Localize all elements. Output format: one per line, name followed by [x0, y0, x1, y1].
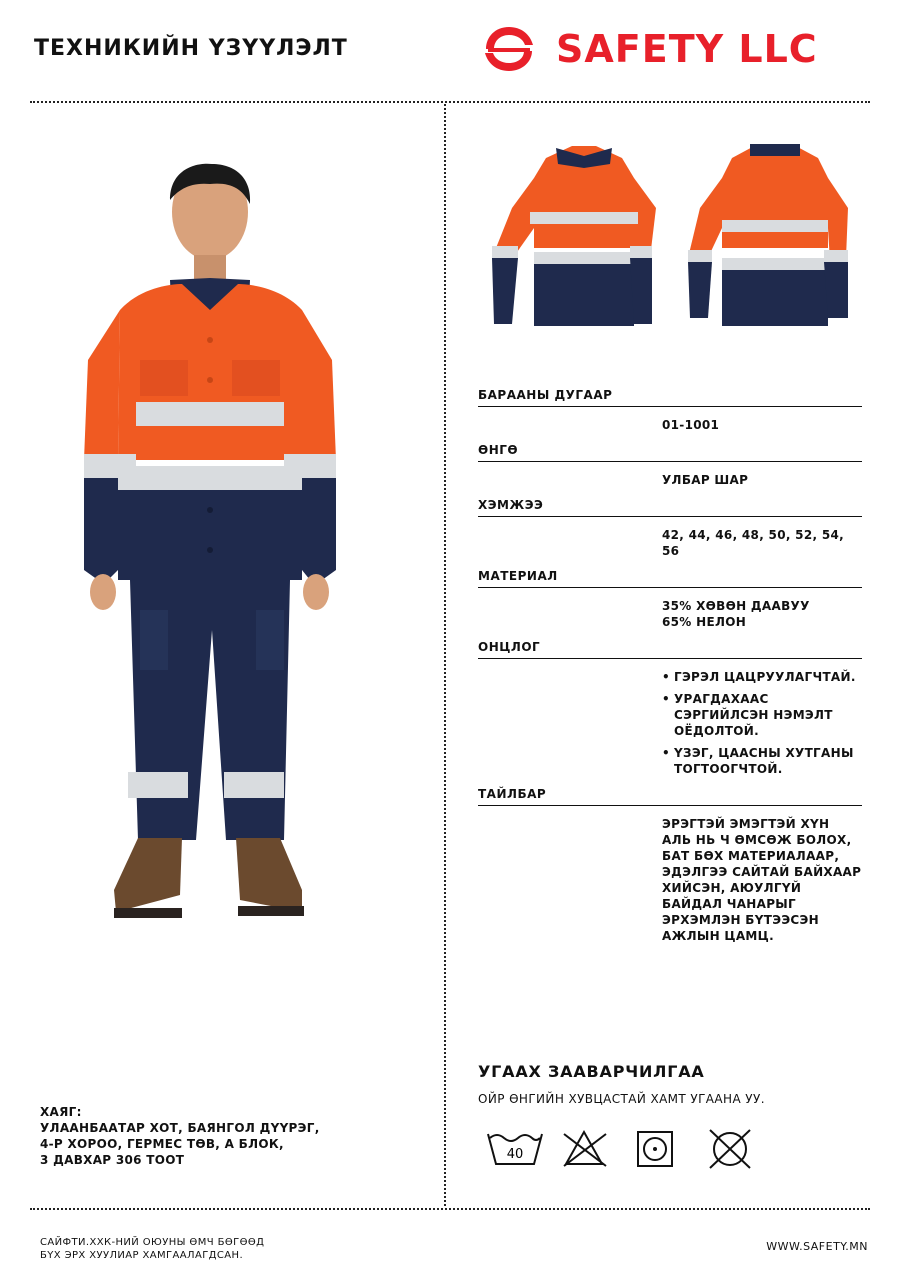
- top-divider: [30, 101, 870, 103]
- spec-value-material: [478, 588, 862, 630]
- material-line-2: 65% НЕЛОН: [662, 615, 747, 629]
- page-title: ТЕХНИКИЙН ҮЗҮҮЛЭЛТ: [34, 36, 348, 61]
- center-divider: [444, 104, 446, 1206]
- worker-model-photo: [70, 160, 350, 930]
- material-line-1: 35% ХӨВӨН ДААВУУ: [662, 599, 810, 613]
- wash-title: УГААХ ЗААВАРЧИЛГАА: [478, 1062, 705, 1081]
- spec-code: [478, 388, 862, 433]
- wash-temp: 40: [506, 1147, 524, 1162]
- copyright-line: САЙФТИ.ХХК-НИЙ ОЮУНЫ ӨМЧ БӨГӨӨД: [40, 1237, 265, 1248]
- feature-item: • ҮЗЭГ, ЦААСНЫ ХУТГАНЫ ТОГТООГЧТОЙ.: [662, 745, 862, 777]
- spec-label-features: ОНЦЛОГ: [478, 640, 862, 659]
- feature-item: • УРАГДАХААС СЭРГИЙЛСЭН НЭМЭЛТ ОЁДОЛТОЙ.: [662, 691, 862, 739]
- bottom-divider: [30, 1208, 870, 1210]
- address-line: 3 ДАВХАР 306 ТООТ: [40, 1153, 185, 1167]
- website-link[interactable]: WWW.SAFETY.MN: [766, 1240, 868, 1253]
- spec-table: [478, 388, 862, 954]
- shirt-front-image: [492, 146, 656, 326]
- spec-label-color: ӨНГӨ: [478, 443, 862, 462]
- spec-value-size: 42, 44, 46, 48, 50, 52, 54, 56: [662, 528, 844, 558]
- copyright-line: БҮХ ЭРХ ХУУЛИАР ХАМГААЛАГДСАН.: [40, 1250, 244, 1261]
- spec-value-note: ЭРЭГТЭЙ ЭМЭГТЭЙ ХҮН АЛЬ НЬ Ч ӨМСӨЖ БОЛОХ, БАТ БӨХ МАТЕРИАЛААР, ЭДЭЛГЭЭ САЙТАЙ БАЙХААР ХИЙСЭН, АЮУЛГҮЙ БАЙДАЛ ЧАНАРЫГ ЭРХЭМЛЭН БҮТЭЭСЭН АЖЛЫН ЦАМЦ.: [662, 817, 862, 943]
- address-label: ХАЯГ:: [40, 1105, 82, 1119]
- safety-logo-icon: [482, 24, 536, 74]
- spec-material: [478, 569, 862, 630]
- feature-item: • ГЭРЭЛ ЦАЦРУУЛАГЧТАЙ.: [662, 669, 862, 685]
- spec-label-size: ХЭМЖЭЭ: [478, 498, 862, 517]
- spec-value-features: [478, 659, 862, 777]
- wash-icons: [486, 1124, 766, 1170]
- brand-logo: [482, 22, 872, 76]
- spec-color: [478, 443, 862, 488]
- spec-label-material: МАТЕРИАЛ: [478, 569, 862, 588]
- address-line: 4-Р ХОРОО, ГЕРМЕС ТӨВ, А БЛОК,: [40, 1137, 284, 1151]
- wash-40-icon: [488, 1134, 542, 1164]
- spec-value-color: УЛБАР ШАР: [662, 473, 749, 487]
- copyright: [40, 1236, 264, 1262]
- spec-size: [478, 498, 862, 559]
- shirt-back-image: [688, 144, 848, 326]
- tumble-dry-icon: [638, 1132, 672, 1166]
- address-line: УЛААНБААТАР ХОТ, БАЯНГОЛ ДҮҮРЭГ,: [40, 1121, 320, 1135]
- spec-features: [478, 640, 862, 777]
- spec-label-code: БАРААНЫ ДУГААР: [478, 388, 862, 407]
- no-bleach-icon: [564, 1132, 606, 1166]
- spec-label-note: ТАЙЛБАР: [478, 787, 862, 806]
- brand-name: SAFETY LLC: [556, 27, 818, 71]
- spec-value-code: 01-1001: [662, 418, 720, 432]
- spec-note: [478, 787, 862, 944]
- shirt-images: [484, 138, 864, 334]
- no-dry-clean-icon: [710, 1130, 750, 1168]
- address-block: [40, 1104, 320, 1168]
- wash-text: ОЙР ӨНГИЙН ХУВЦАСТАЙ ХАМТ УГААНА УУ.: [478, 1092, 765, 1106]
